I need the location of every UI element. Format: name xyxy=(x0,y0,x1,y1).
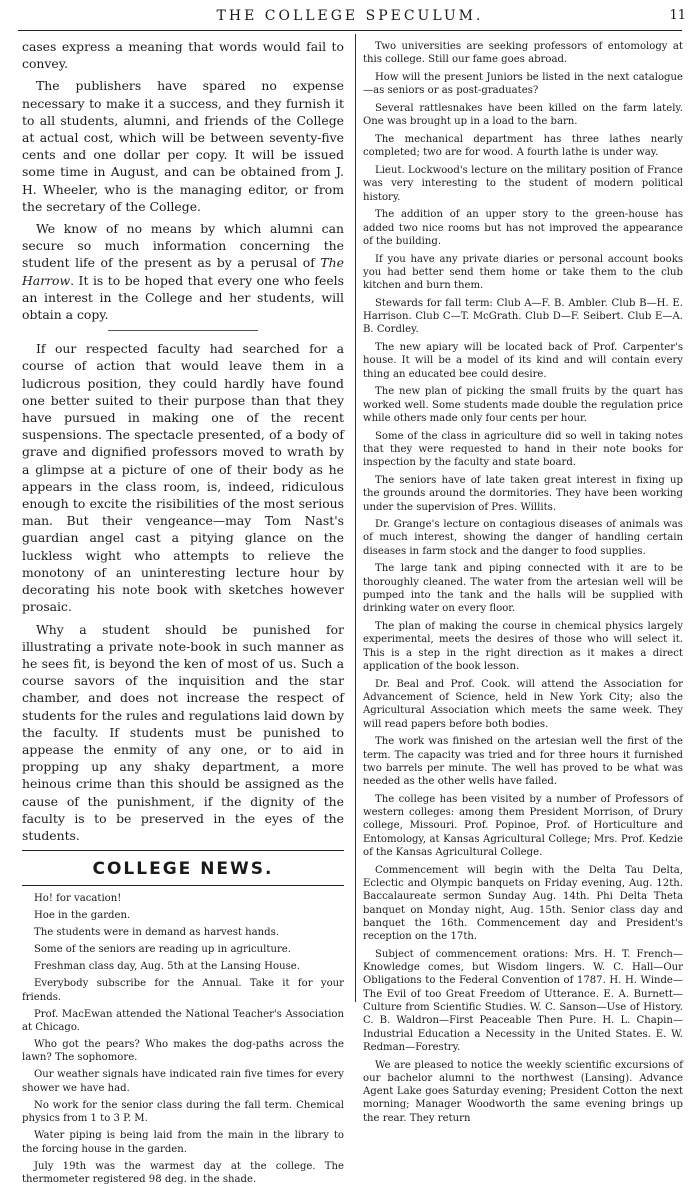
news-item: Prof. MacEwan attended the National Teacher's Association at Chicago. xyxy=(22,1008,344,1033)
column-divider xyxy=(355,34,356,1002)
news-item: Some of the class in agriculture did so well in taking notes that they were requested to hand in their note books for inspection by the faculty and state board. xyxy=(363,430,683,469)
news-item: The new plan of picking the small fruits by the quart has worked well. Some students made double the regulation price while others made only four cents per hour. xyxy=(363,386,683,424)
college-news-heading: COLLEGE NEWS. xyxy=(92,859,274,880)
news-item: We are pleased to notice the weekly scientific excursions of our bachelor alumni to the northwest (Lansing). Advance Agent Lake goes Saturday evening; President Cotton the next morning; Manager Woodworth the same evening brings up the rear. They return xyxy=(363,1059,683,1124)
news-item: The plan of making the course in chemical physics largely experimental, meets the desires of those who will select it. This is a step in the right direction as it makes a direct application of the book lesson. xyxy=(363,621,683,672)
news-item: The new apiary will be located back of Prof. Carpenter's house. It will be a model of its kind and will contain every thing an educated bee could desire. xyxy=(363,342,683,380)
news-item: Some of the seniors are reading up in agriculture. xyxy=(34,944,291,956)
harrow-paragraph-2: The publishers have spared no expense necessary to make it a success, and they furnish it to all students, alumni, and friends of the College at actual cost, which will be between seventy-five cents and one dollar per copy. It will be issued some time in August, and can be obtained from J. H. Wheeler, who is the managing editor, or from the secretary of the College. xyxy=(22,78,344,214)
harrow-text-after: . It is to be hoped that every one who feels an interest in the College and her students, will obtain a copy. xyxy=(22,272,344,323)
faculty-paragraph-2: Why a student should be punished for illustrating a private note-book in such manner as he sees fit, is beyond the ken of most of us. Such a course savors of the inquisition and the star chamber, and does not increase the respect of students for the rules and regulations laid down by the faculty. If students must be punished to appease the enmity of any one, or to aid in propping up any shaky department, a more heinous crime than this should be assigned as the cause of the punishment, if the dignity of the faculty is to be preserved in the eyes of the students. xyxy=(22,621,344,843)
harrow-title-italic: The Harrow xyxy=(22,255,344,288)
news-top-rule xyxy=(22,850,344,851)
harrow-text-before: We know of no means by which alumni can secure so much information concerning the student life of the present as by a perusal of xyxy=(22,221,344,271)
news-item: Hoe in the garden. xyxy=(34,910,131,922)
news-item: The addition of an upper story to the green-house has added two nice rooms but has not improved the appearance of the building. xyxy=(363,209,683,247)
news-item: Dr. Beal and Prof. Cook. will attend the Association for Advancement of Science, held in New York City; also the Agricultural Association which meets the same week. They will read papers before both bodies. xyxy=(363,678,683,730)
section-separator xyxy=(108,330,258,331)
faculty-paragraph-1: If our respected faculty had searched for a course of action that would leave them in a ludicrous position, they could hardly have found one better suited to their purpose than that they have pursued in making one of the recent suspensions. The spectacle presented, of a body of grave and dignified professors moved to wrath by a glimpse at a picture of one of their body as he appears in the class room, is, indeed, ridiculous enough to excite the risibilities of the most serious man. But their vengeance—may Tom Nast's guardian angel cast a pitying glance on the luckless wight who attempts to relieve the monotony of an uninteresting lecture hour by decorating his note book with sketches however prosaic. xyxy=(22,341,344,615)
news-item: The seniors have of late taken great interest in fixing up the grounds around the dormitories. They have been working under the supervision of Pres. Willits. xyxy=(363,474,683,513)
news-item: The students were in demand as harvest hands. xyxy=(34,927,280,939)
news-item: Stewards for fall term: Club A—F. B. Ambler. Club B—H. E. Harrison. Club C—T. McGrath. Club D—F. Seibert. Club E—A. B. Cordley. xyxy=(363,297,683,336)
news-item: Our weather signals have indicated rain five times for every shower we have had. xyxy=(22,1069,344,1094)
left-column xyxy=(22,38,344,1190)
news-item: Subject of commencement orations: Mrs. H. T. French—Knowledge comes, but Wisdom lingers. W. C. Hall—Our Obligations to the Federal Convention of 1787. H. H. Winde—The Evil of too Great Freedom of Utterance. E. A. Burnett—Culture from Scientific Studies. W. C. Sanson—Use of History. C. B. Waldron—First Peaceable Then Pure. H. L. Chapin—Industrial Education a Necessity in the United States. E. W. Redman—Forestry. xyxy=(363,948,683,1053)
news-item: July 19th was the warmest day at the college. The thermometer registered 98 deg. in the shade. xyxy=(22,1160,344,1185)
news-item: Who got the pears? Who makes the dog-paths across the lawn? The sophomore. xyxy=(22,1038,344,1064)
page-number: 11 xyxy=(669,8,686,23)
news-list-left xyxy=(22,892,344,1186)
news-item: The large tank and piping connected with it are to be thoroughly cleaned. The water from the artesian well will be pumped into the tank and the halls will be supplied with drinking water on every floor. xyxy=(363,563,683,615)
harrow-paragraph-3 xyxy=(22,220,344,323)
news-item: Two universities are seeking professors of entomology at this college. Still our fame goes abroad. xyxy=(363,41,683,66)
page-header xyxy=(0,6,700,28)
news-item: Freshman class day, Aug. 5th at the Lansing House. xyxy=(34,961,300,973)
news-item: Ho! for vacation! xyxy=(34,893,122,905)
news-item: No work for the senior class during the fall term. Chemical physics from 1 to 3 P. M. xyxy=(22,1099,344,1125)
news-item: Commencement will begin with the Delta Tau Delta, Eclectic and Olympic banquets on Friday evening, Aug. 12th. Baccalaureate sermon Sunday Aug. 14th. Phi Delta Theta banquet on Monday night, Aug. 15th. Senior class day and banquet the 16th. Commencement day and President's reception on the 17th. xyxy=(363,864,683,943)
news-item: Lieut. Lockwood's lecture on the military position of France was very interesting to the student of modern political history. xyxy=(363,164,683,203)
news-item: The mechanical department has three lathes nearly completed; two are for wood. A fourth lathe is under way. xyxy=(363,133,683,159)
right-column xyxy=(363,40,683,1129)
news-item: Dr. Grange's lecture on contagious diseases of animals was of much interest, showing the danger of handling certain diseases in farm stock and the danger to food supplies. xyxy=(363,519,683,557)
news-item: The college has been visited by a number of Professors of western colleges: among them President Morrison, of Drury college, Missouri. Prof. Popinoe, Prof. of Horticulture and Entomology, at Kansas Agricultural College; Mrs. Prof. Kedzie of the Kansas Agricultural College. xyxy=(363,793,683,858)
harrow-paragraph-1: cases express a meaning that words would fail to convey. xyxy=(22,39,344,72)
news-item: Everybody subscribe for the Annual. Take it for your friends. xyxy=(22,978,344,1003)
header-rule xyxy=(18,30,682,31)
news-item: Several rattlesnakes have been killed on the farm lately. One was brought up in a load to the barn. xyxy=(363,102,683,128)
publication-title: THE COLLEGE SPECULUM. xyxy=(216,8,484,24)
news-item: How will the present Juniors be listed in the next catalogue—as seniors or as post-graduates? xyxy=(363,71,683,97)
news-item: The work was finished on the artesian well the first of the term. The capacity was tried and for three hours it furnished two barrels per minute. The well has proved to be what was needed as the other wells have failed. xyxy=(363,736,683,788)
news-bottom-rule xyxy=(22,885,344,886)
news-item: Water piping is being laid from the main in the library to the forcing house in the garden. xyxy=(22,1130,344,1155)
news-item: If you have any private diaries or personal account books you had better send them home or take them to the club kitchen and burn them. xyxy=(363,253,683,292)
